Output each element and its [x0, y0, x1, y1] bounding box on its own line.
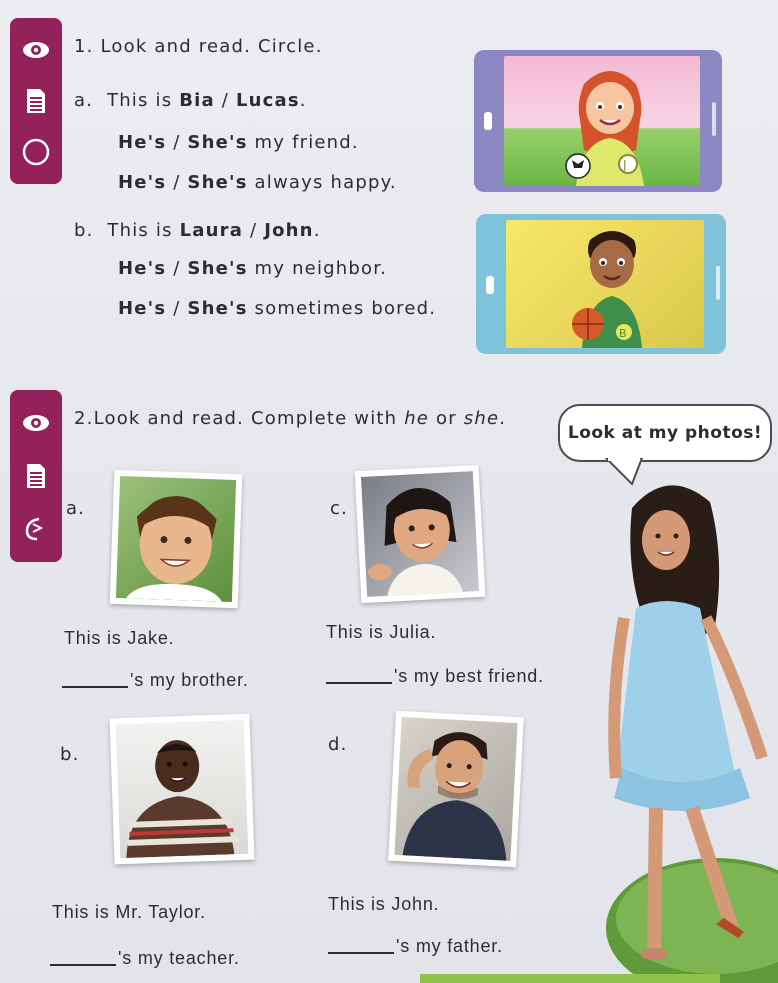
pencil-write-icon[interactable] [19, 512, 53, 546]
speech-bubble: Look at my photos! [558, 404, 772, 462]
exercise1-title: 1. Look and read. Circle. [74, 36, 323, 57]
eye-icon[interactable] [19, 33, 53, 67]
phone-photo-b [476, 214, 726, 354]
choice-hes[interactable]: He's [118, 132, 167, 153]
exercise2-title: 2.Look and read. Complete with he or she. [74, 408, 507, 429]
item-d-sentence: 's my father. [328, 936, 503, 957]
answer-blank-c[interactable] [326, 682, 392, 684]
circle-icon[interactable] [19, 135, 53, 169]
teacher-photo-image [116, 720, 249, 858]
item-c-label: c. [330, 498, 349, 519]
choice-bia[interactable]: Bia [179, 90, 215, 111]
item-b-sentence: 's my teacher. [50, 948, 240, 969]
document-icon[interactable] [19, 84, 53, 118]
choice-lucas[interactable]: Lucas [235, 90, 300, 111]
father-photo-image [394, 717, 517, 861]
photo-mr-taylor [109, 714, 254, 865]
answer-blank-b[interactable] [50, 964, 116, 966]
item-a-label: a. [66, 498, 86, 519]
exercise1-a-line3: He's / She's always happy. [118, 172, 397, 193]
answer-blank-a[interactable] [62, 686, 128, 688]
item-d-intro: This is John. [328, 894, 440, 914]
choice-hes[interactable]: He's [118, 298, 167, 319]
item-c-intro: This is Julia. [326, 622, 437, 642]
choice-shes[interactable]: She's [187, 298, 248, 319]
section1-icon-strip [10, 18, 62, 184]
item-b-intro: This is Mr. Taylor. [52, 902, 206, 922]
exercise1-a-line1: a. This is Bia / Lucas. [74, 90, 307, 111]
choice-hes[interactable]: He's [118, 172, 167, 193]
photo-julia [355, 465, 486, 603]
exercise1-b-line3: He's / She's sometimes bored. [118, 298, 437, 319]
choice-hes[interactable]: He's [118, 258, 167, 279]
item-a-intro: This is Jake. [64, 628, 175, 648]
item-c-sentence: 's my best friend. [326, 666, 544, 687]
choice-shes[interactable]: She's [187, 258, 248, 279]
cartoon-girl-image [504, 56, 700, 186]
bottom-green-strip [420, 974, 720, 983]
girl-standing-image [596, 478, 778, 983]
eye-icon[interactable] [19, 406, 53, 440]
boy-photo-image [116, 476, 236, 602]
exercise1-b-line1: b. This is Laura / John. [74, 220, 321, 241]
item-d-label: d. [328, 734, 348, 755]
choice-shes[interactable]: She's [187, 172, 248, 193]
choice-shes[interactable]: She's [187, 132, 248, 153]
item-b-label: b. [60, 744, 80, 765]
exercise1-b-line2: He's / She's my neighbor. [118, 258, 388, 279]
svg-text:B: B [619, 327, 627, 340]
svg-text:J: J [623, 158, 627, 172]
choice-john[interactable]: John [264, 220, 314, 241]
item-a-sentence: 's my brother. [62, 670, 249, 691]
answer-blank-d[interactable] [328, 952, 394, 954]
cartoon-boy-image [506, 220, 704, 348]
photo-jake [110, 470, 243, 608]
phone-photo-a [474, 50, 722, 192]
document-icon[interactable] [19, 459, 53, 493]
choice-laura[interactable]: Laura [179, 220, 244, 241]
exercise1-a-line2: He's / She's my friend. [118, 132, 359, 153]
girl-photo-image [361, 471, 479, 597]
section2-icon-strip [10, 390, 62, 562]
photo-john [388, 711, 524, 867]
